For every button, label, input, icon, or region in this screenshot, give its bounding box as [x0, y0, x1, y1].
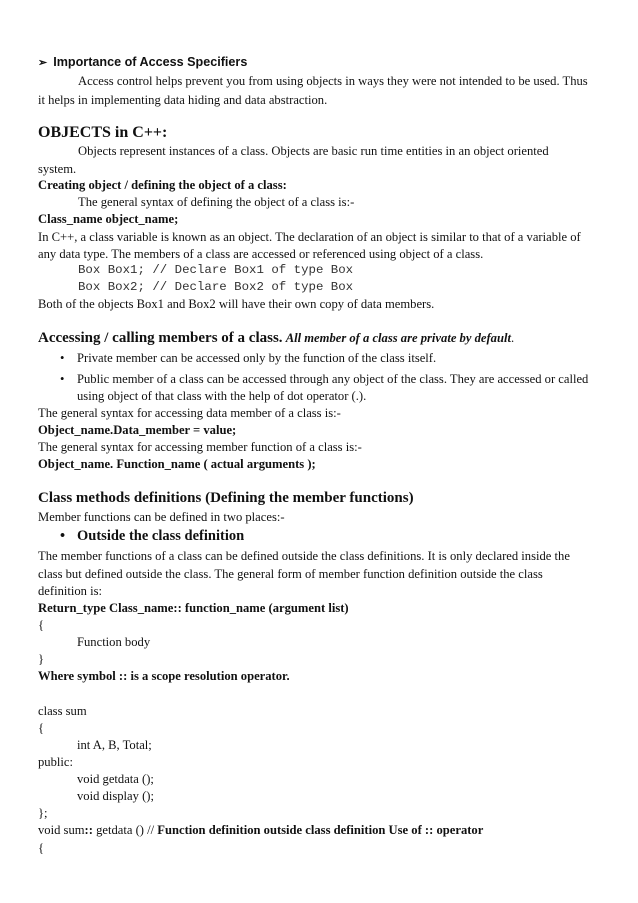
- accessing-bullet-2: [60, 371, 589, 388]
- object-syntax: Class_name object_name;: [38, 212, 179, 226]
- box-code-line2: Box Box2; // Declare Box2 of type Box: [78, 280, 354, 294]
- bullet-dot-icon: •: [60, 372, 65, 386]
- object-desc-line1: In C++, a class variable is known as an object. The declaration of an object is similar to that of a variable of: [38, 230, 581, 244]
- objects-para-line1: Objects represent instances of a class. Objects are basic run time entities in an object oriented: [78, 144, 549, 158]
- outside-definition-heading: [60, 527, 245, 546]
- func-syntax: Object_name. Function_name ( actual arguments );: [38, 457, 316, 471]
- data-syntax-intro: The general syntax for accessing data member of a class is:-: [38, 406, 341, 420]
- code-final-brace: {: [38, 841, 45, 855]
- code-definition-line: [38, 822, 483, 839]
- objects-para-line2: system.: [38, 162, 77, 176]
- code-close: };: [38, 806, 48, 820]
- methods-para-line2: class but defined outside the class. The general form of member function definition outside the class: [38, 567, 543, 581]
- scope-note: Where symbol :: is a scope resolution operator.: [38, 669, 290, 683]
- code-def-comment: Function definition outside class definition Use of :: operator: [157, 823, 484, 837]
- box-code-line1: Box Box1; // Declare Box1 of type Box: [78, 263, 354, 277]
- bullet-dot-icon: •: [60, 528, 66, 544]
- accessing-bullet-1: [60, 350, 437, 367]
- objects-closing: Both of the objects Box1 and Box2 will have their own copy of data members.: [38, 297, 435, 311]
- bullet-dot-icon: •: [60, 351, 65, 365]
- func-syntax-intro: The general syntax for accessing member function of a class is:-: [38, 440, 362, 454]
- form-close-brace: }: [38, 652, 45, 666]
- object-syntax-intro: The general syntax of defining the object of a class is:-: [78, 195, 355, 209]
- object-desc-line2: any data type. The members of a class are accessed or referenced using object of a class.: [38, 247, 484, 261]
- bullet1-text: Private member can be accessed only by the function of the class itself.: [77, 351, 437, 365]
- code-method2: void display ();: [77, 789, 154, 803]
- methods-heading: Class methods definitions (Defining the member functions): [38, 490, 414, 506]
- code-public-label: public:: [38, 755, 73, 769]
- accessing-heading: [38, 329, 514, 348]
- code-members: int A, B, Total;: [77, 738, 152, 752]
- importance-heading: [38, 54, 247, 72]
- code-open-brace: {: [38, 721, 45, 735]
- code-def-prefix: void sum: [38, 823, 85, 837]
- code-class-decl: class sum: [38, 704, 87, 718]
- code-def-scope: ::: [84, 823, 93, 837]
- data-syntax: Object_name.Data_member = value;: [38, 423, 237, 437]
- accessing-period: .: [510, 331, 515, 345]
- accessing-note: All member of a class are private by default: [285, 331, 511, 345]
- methods-para-line3: definition is:: [38, 584, 103, 598]
- code-def-func: getdata () //: [92, 823, 158, 837]
- accessing-title: Accessing / calling members of a class.: [38, 330, 283, 346]
- objects-heading: OBJECTS in C++:: [38, 124, 168, 141]
- arrow-bullet-icon: ➢: [38, 57, 48, 69]
- form-function-body: Function body: [77, 635, 151, 649]
- importance-para-line1: Access control helps prevent you from using objects in ways they were not intended to be used. Thus: [78, 74, 588, 88]
- bullet2-text-line2: using object of that class with the help of dot operator (.).: [77, 389, 367, 403]
- importance-para-line2: it helps in implementing data hiding and data abstraction.: [38, 93, 328, 107]
- outside-definition-title: Outside the class definition: [77, 528, 245, 544]
- importance-title: Importance of Access Specifiers: [53, 55, 248, 69]
- form-syntax: Return_type Class_name:: function_name (argument list): [38, 601, 349, 615]
- creating-object-heading: Creating object / defining the object of a class:: [38, 178, 287, 192]
- bullet2-text-line1: Public member of a class can be accessed through any object of the class. They are accessed or called: [77, 372, 589, 386]
- code-method1: void getdata ();: [77, 772, 154, 786]
- methods-intro: Member functions can be defined in two places:-: [38, 510, 285, 524]
- form-open-brace: {: [38, 618, 45, 632]
- methods-para-line1: The member functions of a class can be defined outside the class definitions. It is only declared inside the: [38, 549, 570, 563]
